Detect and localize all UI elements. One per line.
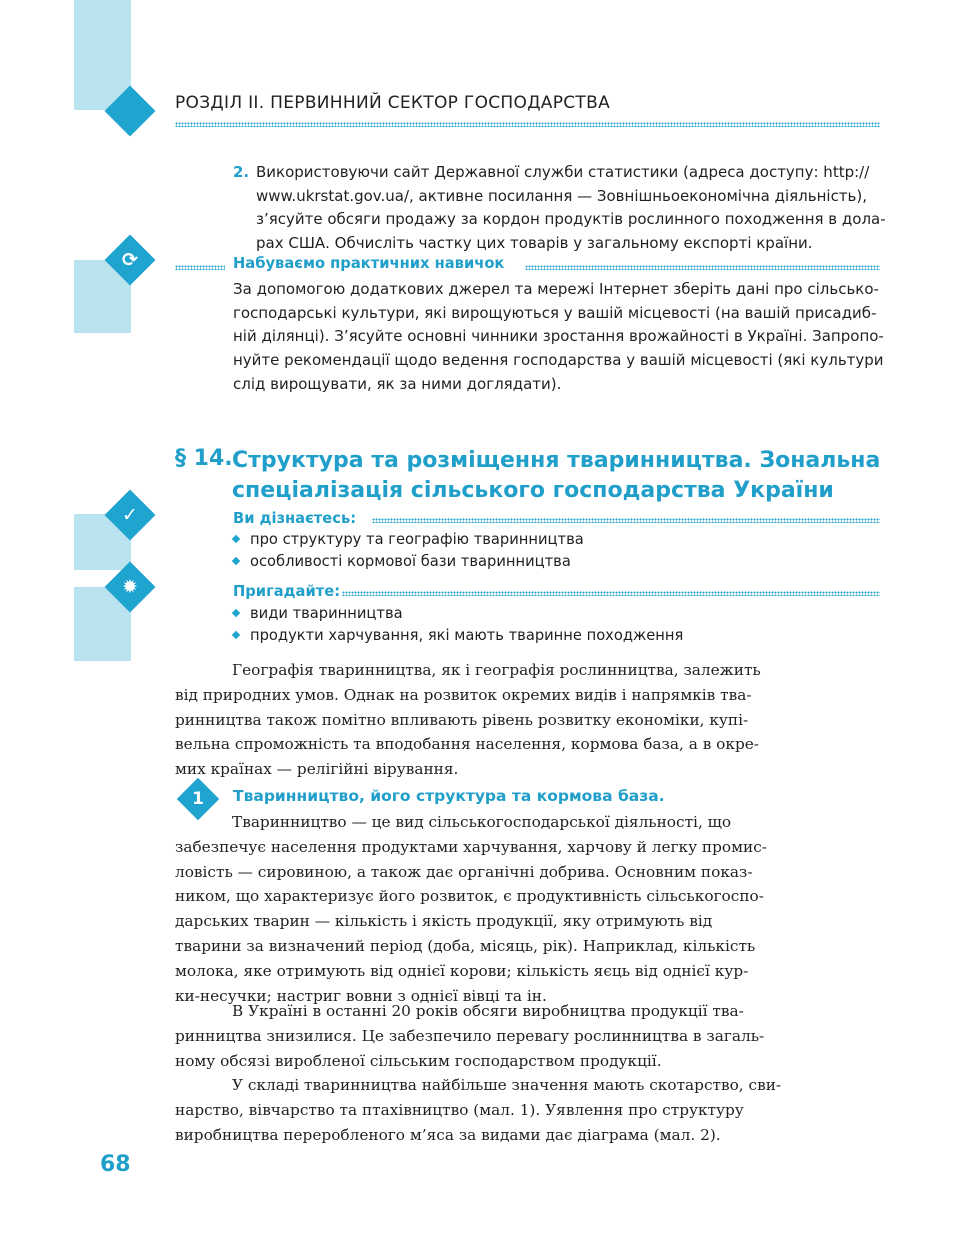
recall-title: Пригадайте: (233, 583, 341, 600)
para-line: забезпечує населення продуктами харчування, харчову й легку промис- (175, 837, 767, 856)
para-line: дарських тварин — кількість і якість продукції, яку отримують від (175, 912, 713, 931)
header-dotted-rule (175, 122, 880, 127)
learn-item (233, 529, 584, 551)
para-line: ником, що характеризує його розвиток, є продуктивність сільськогоспо- (175, 887, 764, 906)
task-line: www.ukrstat.gov.ua/, активне посилання — Зовнішньоекономічна діяльність), (256, 186, 868, 205)
skills-line: За допомогою додаткових джерел та мережі Інтернет зберіть дані про сільсько- (233, 280, 879, 298)
recall-item-text: продукти харчування, які мають тваринне походження (250, 627, 684, 644)
learn-title: Ви дізнаєтесь: (233, 510, 357, 527)
skills-left-rule (175, 265, 225, 270)
section-title (232, 446, 880, 506)
body-paragraph-2 (175, 999, 880, 1073)
intro-line: ринництва також помітно впливають рівень розвитку економіки, купі- (175, 710, 749, 729)
section-number: § 14. (175, 446, 233, 471)
para-line: В Україні в останні 20 років обсяги виробництва продукції тва- (232, 1002, 744, 1020)
learn-item-text: про структуру та географію тваринництва (250, 531, 584, 548)
subsection-title: Тваринництво, його структура та кормова база. (233, 787, 665, 805)
learn-dotted-rule (372, 518, 880, 523)
skills-line: слід вирощувати, як за ними доглядати). (233, 374, 562, 393)
section-title-line: спеціалізація сільського господарства України (232, 478, 834, 503)
body-paragraph-3 (175, 1073, 880, 1147)
para-line: ринництва знизилися. Це забезпечило перевагу рослинництва в загаль- (175, 1026, 765, 1045)
learn-item-text: особливості кормової бази тваринництва (250, 553, 571, 570)
skills-text (233, 278, 884, 397)
task-2 (233, 161, 886, 256)
para-line: У складі тваринництва найбільше значення мають скотарство, сви- (232, 1076, 782, 1094)
intro-line: від природних умов. Однак на розвиток окремих видів і напрямків тва- (175, 685, 752, 704)
skills-line: нуйте рекомендації щодо ведення господарства у вашій місцевості (які культури (233, 351, 884, 370)
recall-item (233, 625, 683, 647)
recall-item-text: види тваринництва (250, 605, 403, 622)
body-paragraph-1 (175, 810, 880, 1008)
task-line: рах США. Обчисліть частку цих товарів у загальному експорті країни. (256, 234, 813, 253)
intro-line: вельна спроможність та вподобання населення, кормова база, а в окре- (175, 735, 759, 754)
chapter-header: РОЗДІЛ ІІ. ПЕРВИННИЙ СЕКТОР ГОСПОДАРСТВА (175, 93, 610, 113)
task-line: з’ясуйте обсяги продажу за кордон продуктів рослинного походження в дола- (256, 210, 886, 229)
skills-line: господарські культури, які вирощуються у вашій місцевості (на вашій присадиб- (233, 303, 877, 322)
section-title-line: Структура та розміщення тваринництва. Зональна (232, 448, 881, 473)
para-line: тварини за визначений період (доба, місяць, рік). Наприклад, кількість (175, 936, 756, 955)
para-line: ки-несучки; настриг вовни з однієї вівці та ін. (175, 986, 547, 1005)
para-line: молока, яке отримують від однієї корови; кількість яєць від однієї кур- (175, 961, 749, 980)
para-line: виробництва переробленого м’яса за видами дає діаграма (мал. 2). (175, 1125, 721, 1144)
checkmark-icon: ✓ (122, 504, 138, 526)
para-line: нарство, вівчарство та птахівництво (мал. 1). Уявлення про структуру (175, 1100, 744, 1119)
recall-item (233, 603, 403, 625)
skills-title: Набуваємо практичних навичок (233, 255, 505, 272)
task-line: Використовуючи сайт Державної служби статистики (адреса доступу: http:// (256, 163, 870, 181)
page-number: 68 (100, 1152, 131, 1177)
refresh-icon: ⟳ (122, 249, 138, 271)
para-line: ному обсязі виробленої сільським господарством продукції. (175, 1051, 662, 1070)
task-number: 2. (233, 163, 250, 181)
lightbulb-icon: ✹ (122, 576, 138, 598)
intro-line: Географія тваринництва, як і географія рослинництва, залежить (232, 661, 761, 679)
para-line: Тваринництво — це вид сільськогосподарської діяльності, що (232, 813, 732, 831)
intro-paragraph (175, 658, 880, 782)
learn-item (233, 551, 571, 573)
para-line: ловість — сировиною, а також дає органічні добрива. Основним показ- (175, 862, 753, 881)
intro-line: мих країнах — релігійні вірування. (175, 760, 459, 779)
skills-line: ній ділянці). З’ясуйте основні чинники зростання врожайності в Україні. Запропо- (233, 327, 884, 346)
subsection-number: 1 (192, 789, 204, 809)
recall-dotted-rule (342, 591, 880, 596)
skills-dotted-rule (525, 265, 880, 270)
